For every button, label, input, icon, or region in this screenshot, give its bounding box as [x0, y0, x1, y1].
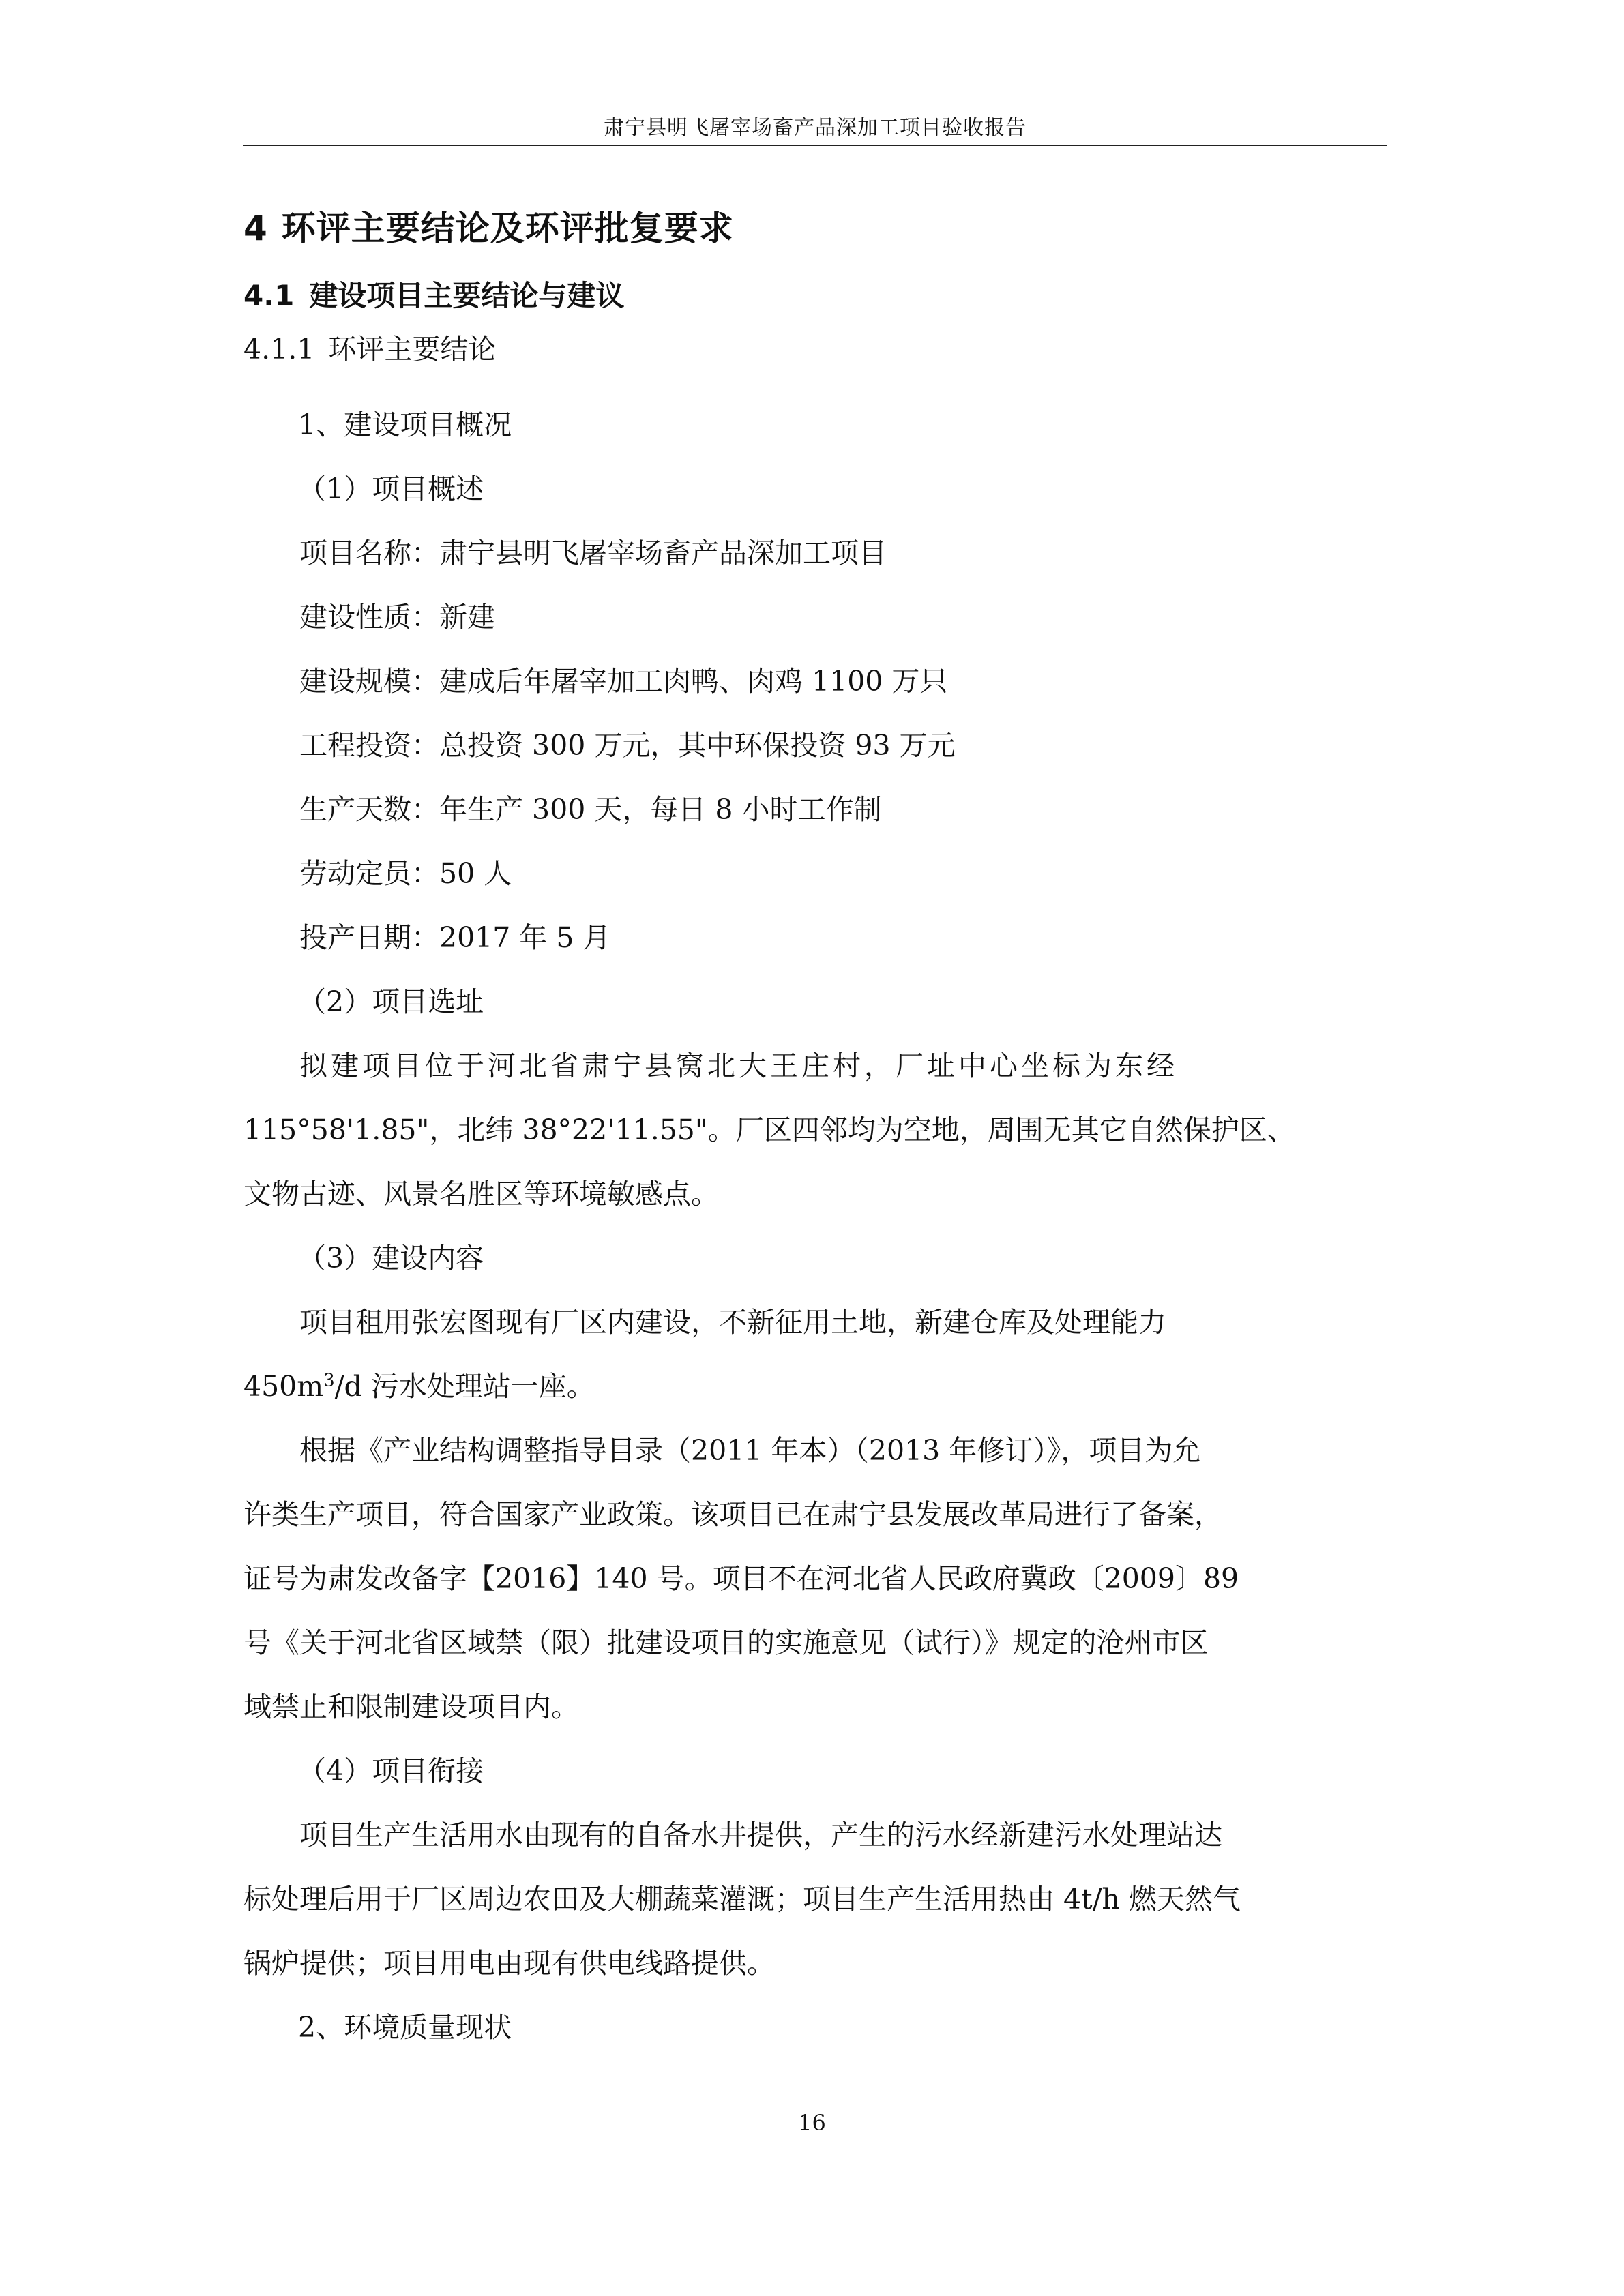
- chapter-number: 4: [243, 209, 268, 248]
- running-header: 肃宁县明飞屠宰场畜产品深加工项目验收报告: [604, 116, 1027, 140]
- chapter-title: 环评主要结论及环评批复要求: [281, 209, 734, 248]
- content-paragraph-line-2: [243, 1354, 1389, 1418]
- site-paragraph-line-3: 文物古迹、风景名胜区等环境敏感点。: [243, 1178, 719, 1210]
- header-rule: [243, 145, 1387, 146]
- subitem-heading-connection: （4）项目衔接: [298, 1755, 484, 1787]
- item-heading-2: 2、环境质量现状: [298, 2011, 512, 2044]
- policy-paragraph-line-4: 号《关于河北省区域禁（限）批建设项目的实施意见（试行）》规定的沧州市区: [243, 1626, 1209, 1659]
- policy-paragraph-line-5: 域禁止和限制建设项目内。: [243, 1690, 579, 1723]
- project-nature-line: 建设性质：新建: [299, 601, 495, 633]
- subsection-heading: [243, 329, 1389, 370]
- project-scale-line: 建设规模：建成后年屠宰加工肉鸭、肉鸡 1100 万只: [299, 665, 948, 698]
- subitem-heading-content: （3）建设内容: [298, 1242, 484, 1274]
- site-paragraph-line-2: 115°58'1.85"，北纬 38°22'11.55"。厂区四邻均为空地，周围无其它自然保护区、: [243, 1114, 1295, 1146]
- subsection-number: 4.1.1: [243, 333, 315, 366]
- staffing-line: 劳动定员：50 人: [299, 857, 512, 890]
- connection-paragraph-line-3: 锅炉提供；项目用电由现有供电线路提供。: [243, 1947, 775, 1980]
- production-date-line: 投产日期：2017 年 5 月: [299, 921, 611, 954]
- section-title: 建设项目主要结论与建议: [309, 279, 625, 312]
- item-heading-1: 1、建设项目概况: [298, 408, 512, 441]
- policy-paragraph-line-3: 证号为肃发改备字【2016】140 号。项目不在河北省人民政府冀政〔2009〕89: [243, 1562, 1239, 1595]
- project-name-line: 项目名称：肃宁县明飞屠宰场畜产品深加工项目: [299, 537, 887, 569]
- chapter-heading: [243, 205, 1389, 252]
- connection-paragraph-line-2: 标处理后用于厂区周边农田及大棚蔬菜灌溉；项目生产生活用热由 4t/h 燃天然气: [243, 1883, 1241, 1915]
- capacity-suffix: /d 污水处理站一座。: [334, 1370, 595, 1403]
- subitem-heading-overview: （1）项目概述: [298, 473, 484, 505]
- capacity-value: 450m: [243, 1370, 324, 1403]
- subitem-heading-site: （2）项目选址: [298, 985, 484, 1018]
- section-heading: [243, 275, 1389, 316]
- section-number: 4.1: [243, 279, 295, 312]
- content-paragraph-line-1: 项目租用张宏图现有厂区内建设，不新征用土地，新建仓库及处理能力: [299, 1306, 1166, 1339]
- subsection-title: 环评主要结论: [328, 333, 497, 366]
- site-paragraph-line-1: 拟建项目位于河北省肃宁县窝北大王庄村，厂址中心坐标为东经: [299, 1049, 1178, 1082]
- policy-paragraph-line-2: 许类生产项目，符合国家产业政策。该项目已在肃宁县发展改革局进行了备案，: [243, 1498, 1222, 1531]
- production-days-line: 生产天数：年生产 300 天，每日 8 小时工作制: [299, 793, 882, 826]
- page-number: 16: [798, 2110, 826, 2136]
- project-investment-line: 工程投资：总投资 300 万元，其中环保投资 93 万元: [299, 729, 956, 762]
- capacity-exponent: 3: [323, 1370, 335, 1391]
- connection-paragraph-line-1: 项目生产生活用水由现有的自备水井提供，产生的污水经新建污水处理站达: [299, 1819, 1222, 1851]
- policy-paragraph-line-1: 根据《产业结构调整指导目录（2011 年本）（2013 年修订）》，项目为允: [299, 1434, 1201, 1467]
- page-content: [243, 205, 1389, 2059]
